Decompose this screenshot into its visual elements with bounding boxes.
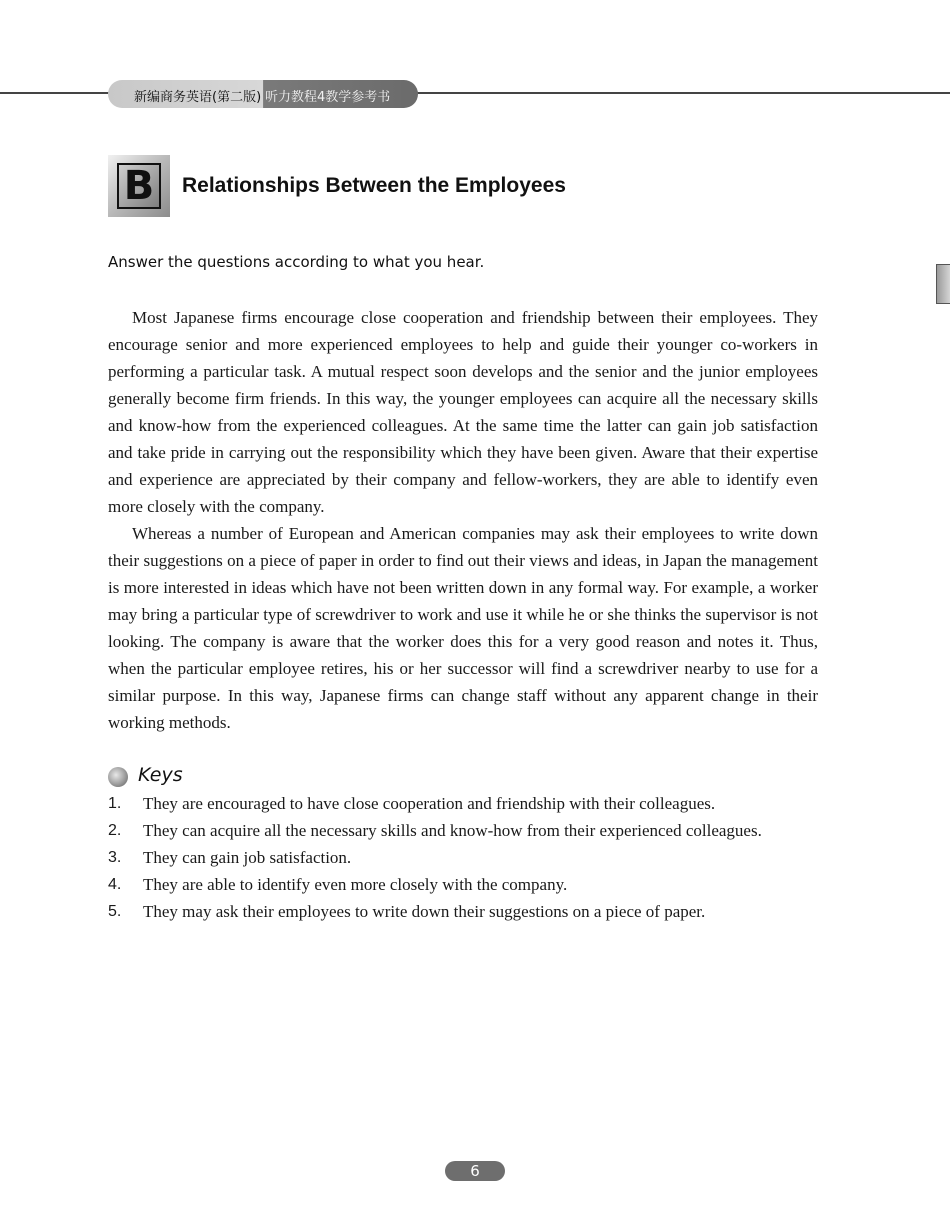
list-item [108, 817, 828, 844]
item-text: They can acquire all the necessary skills and know-how from their experienced colleagues. [143, 821, 762, 840]
item-number: 1. [108, 795, 122, 812]
item-text: They are encouraged to have close cooperation and friendship with their colleagues. [143, 794, 716, 813]
section-badge [108, 155, 170, 217]
section-title: Relationships Between the Employees [182, 174, 566, 197]
keys-label: Keys [138, 764, 183, 786]
bullet-icon [108, 767, 128, 787]
running-header [108, 80, 418, 108]
list-item [108, 898, 828, 925]
item-number: 3. [108, 849, 122, 866]
item-number: 4. [108, 876, 122, 893]
book-title: 新编商务英语(第二版) [134, 90, 262, 105]
item-number: 2. [108, 822, 122, 839]
item-text: They may ask their employees to write down their suggestions on a piece of paper. [143, 902, 706, 921]
item-text: They can gain job satisfaction. [143, 848, 352, 867]
instruction: Answer the questions according to what you hear. [108, 253, 485, 271]
passage-paragraph: Whereas a number of European and American companies may ask their employees to write down their suggestions on a piece of paper in order to find out their views and ideas, in Japan the management is more interested in ideas which have not been written down in any formal way. For example, a worker may bring a particular type of screwdriver to work and use it while he or she thinks the supervisor is not looking. The company is aware that the worker does this for a very good reason and notes it. Thus, when the particular employee retires, his or her successor will find a screwdriver nearby to use for a similar purpose. In this way, Japanese firms can change staff without any apparent change in their working methods. [108, 524, 818, 732]
item-text: They are able to identify even more closely with the company. [143, 875, 568, 894]
passage [108, 304, 818, 736]
section-letter: B [117, 163, 161, 209]
page-number: 6 [445, 1161, 505, 1181]
keys-list [108, 790, 828, 925]
item-number: 5. [108, 903, 122, 920]
side-thumb-tab [936, 264, 950, 304]
list-item [108, 844, 828, 871]
book-subtitle: 听力教程4教学参考书 [265, 90, 391, 105]
list-item [108, 790, 828, 817]
list-item [108, 871, 828, 898]
passage-paragraph: Most Japanese firms encourage close cooperation and friendship between their employees. They encourage senior and more experienced employees to help and guide their younger co-workers in performing a particular task. A mutual respect soon develops and the senior and the junior employees generally become firm friends. In this way, the younger employees can acquire all the necessary skills and know-how from the experienced colleagues. At the same time the latter can gain job satisfaction and take pride in carrying out the responsibility which they have been given. Aware that their expertise and experience are appreciated by their company and fellow-workers, they are able to identify even more closely with the company. [108, 308, 818, 516]
